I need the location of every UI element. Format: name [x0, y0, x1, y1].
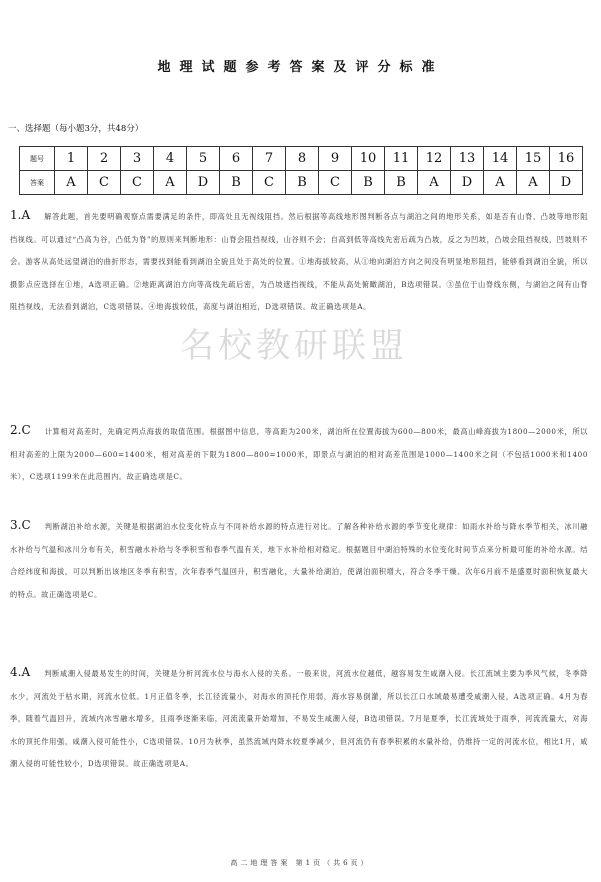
- table-cell-number: 12: [418, 147, 451, 171]
- table-cell-answer: C: [319, 171, 352, 195]
- question-number: 2.C: [10, 423, 31, 437]
- table-cell-answer: A: [418, 171, 451, 195]
- table-cell-answer: A: [154, 171, 187, 195]
- explanation-text: 计算相对高差时，先确定两点海拔的取值范围。根据图中信息，等高距为200米，湖泊所在位置海拔为600—800米，最高山峰海拔为1800—2000米，所以相对高差的上限为2000—600=1400米，相对高差的下限为1800—800=1000米，即景点与湖泊的相对高差范围是1000—1400米之间（不包括1000米和1400米），C选项1199米在此范围内。故正确选项是C。: [10, 427, 588, 482]
- explanation-text: 判断咸潮入侵最易发生的时间，关键是分析河流水位与海水入侵的关系。一般来说，河流水位越低，越容易发生咸潮入侵。长江流域主要为季风气候，冬季降水少，河流处于枯水期，河流水位低。1月正值冬季，长江径流量小，对海水的顶托作用弱，海水容易倒灌，所以长江口水域最易遭受咸潮入侵，A选项正确。4月为春季，随着气温回升，流域内冰雪融水增多，且雨季逐渐来临，河流流量开始增加，不易发生咸潮入侵，B选项错误。7月是夏季，长江流域处于雨季，河流流量大，对海水的顶托作用强，咸潮入侵可能性小，C选项错误。10月为秋季，虽然流域内降水较夏季减少，但河流仍有春季积累的水量补给，仍维持一定的河流水位，相比1月，咸潮入侵的可能性较小，D选项错误。故正确选项是A。: [10, 669, 588, 769]
- table-cell-number: 1: [55, 147, 88, 171]
- table-cell-number: 2: [88, 147, 121, 171]
- table-cell-number: 5: [187, 147, 220, 171]
- question-explanation: [10, 419, 588, 489]
- table-cell-number: 11: [385, 147, 418, 171]
- table-cell-answer: C: [121, 171, 154, 195]
- question-explanation: [10, 514, 588, 606]
- explanation-text: 判断湖泊补给水源，关键是根据湖泊水位变化特点与不同补给水源的特点进行对比。了解各种补给水源的季节变化规律：如雨水补给与降水季节相关，冰川融水补给与气温和冰川分布有关，积雪融水补给与冬季积雪和春季气温有关，地下水补给相对稳定。根据题目中湖泊特殊的水位变化时间节点来分析最可能的补给水源。结合经纬度和海拔，可以判断出该地区冬季有积雪，次年春季气温回升，积雪融化，大量补给湖泊，使湖泊面积增大，符合冬季干燥、次年6月前不是盛夏时面积恢复最大的特点。故正确选项是C。: [10, 522, 588, 599]
- page-title: 地理试题参考答案及评分标准: [157, 60, 444, 75]
- table-cell-answer: C: [253, 171, 286, 195]
- question-explanation: [10, 661, 588, 776]
- row-header-answer: 答案: [20, 171, 55, 195]
- table-cell-number: 7: [253, 147, 286, 171]
- table-cell-answer: A: [484, 171, 517, 195]
- answer-table: [19, 146, 583, 195]
- page-footer: 高二地理答案 第1页（共6页）: [230, 859, 371, 867]
- answer-row: [20, 171, 583, 195]
- table-cell-answer: B: [220, 171, 253, 195]
- table-cell-answer: D: [550, 171, 583, 195]
- table-cell-number: 6: [220, 147, 253, 171]
- explanation-text: 解答此题，首先要明确观察点需要满足的条件，即高处且无视线阻挡。然后根据等高线地形图判断各点与湖泊之间的地形关系，如是否有山脊、凸坡等地形阻挡视线。可以通过“凸高为谷，凸低为脊”的原则来判断地形：山脊会阻挡视线，山谷则不会；自高到低等高线先密后疏为凸坡，反之为凹坡，凸坡会阻挡视线，凹坡则不会。游客从高处远望湖泊的曲折形态，需要找到能看到湖泊全貌且处于高处的位置。①地海拔较高，从①地向湖泊方向之间没有明显地形阻挡，能够看到湖泊全貌，所以摄影点应选择在①地，A选项正确。②地距离湖泊方向等高线先疏后密，为凸坡遮挡视线，不能从高处俯瞰湖泊，B选项错误。③虽位于山脊线东侧，与湖泊之间有山脊阻挡视线，无法看到湖泊，C选项错误。④地海拔较低，高度与湖泊相近，D选项错误。故正确选项是A。: [10, 212, 588, 312]
- table-cell-answer: B: [385, 171, 418, 195]
- question-number: 4.A: [10, 665, 31, 679]
- question-number: 3.C: [10, 518, 31, 532]
- question-explanation: [10, 204, 588, 319]
- table-cell-answer: D: [187, 171, 220, 195]
- section-header: 一、选择题（每小题3分，共48分）: [8, 124, 144, 134]
- question-number: 1.A: [10, 208, 31, 222]
- table-cell-answer: C: [88, 171, 121, 195]
- table-cell-number: 8: [286, 147, 319, 171]
- table-cell-number: 15: [517, 147, 550, 171]
- table-cell-number: 13: [451, 147, 484, 171]
- watermark: 名校教研联盟: [180, 326, 408, 366]
- number-row: [20, 147, 583, 171]
- table-cell-answer: A: [517, 171, 550, 195]
- table-cell-number: 9: [319, 147, 352, 171]
- table-cell-number: 10: [352, 147, 385, 171]
- table-cell-answer: D: [451, 171, 484, 195]
- table-cell-answer: B: [352, 171, 385, 195]
- table-cell-number: 3: [121, 147, 154, 171]
- table-cell-number: 4: [154, 147, 187, 171]
- table-cell-answer: B: [286, 171, 319, 195]
- row-header-number: 题号: [20, 147, 55, 171]
- table-cell-answer: A: [55, 171, 88, 195]
- table-cell-number: 16: [550, 147, 583, 171]
- table-cell-number: 14: [484, 147, 517, 171]
